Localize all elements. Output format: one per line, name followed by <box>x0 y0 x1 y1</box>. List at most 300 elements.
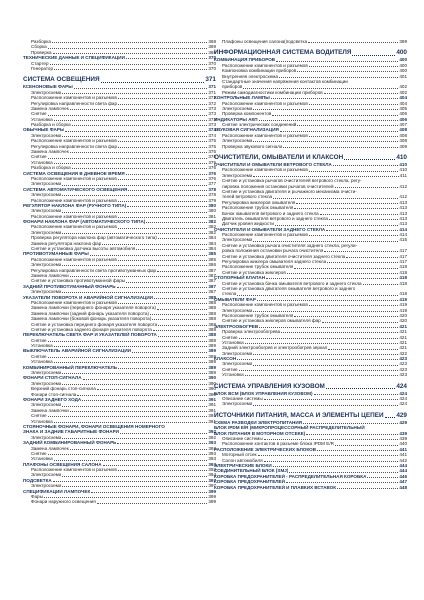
toc-page-number: 423 <box>399 361 407 367</box>
toc-dot-leader <box>127 206 207 207</box>
toc-entry-title: Расположение компонентов и разъемов <box>222 100 308 106</box>
toc-dot-leader <box>306 434 398 435</box>
toc-page-number: 370 <box>208 65 216 71</box>
toc-entry-title: ФОНАРИ ЗАДНЕГО ХОДА <box>23 397 82 402</box>
toc-entry-title: Замена лампочек <box>31 105 69 111</box>
toc-dot-leader <box>326 230 398 231</box>
toc-entry-title: ЗАДНИЙ ПРОТИВОТУМАННЫЙ ФОНАРЬ <box>23 283 116 289</box>
toc-entry-title: КОМБИНАЦИЯ ПРИБОРОВ <box>214 57 276 63</box>
toc-entry-title: Установка <box>31 456 53 462</box>
toc-entry-title: Расположение компонентов и разъемов <box>31 224 117 230</box>
toc-entry-title: Электросхема <box>31 289 62 295</box>
toc-page-number: 387 <box>208 283 216 289</box>
toc-entry-title: Стартер <box>31 60 49 66</box>
toc-page-number: 375 <box>208 154 216 160</box>
toc-dot-leader <box>62 212 207 213</box>
toc-entry-title: Проверка звукового сигнала <box>222 143 283 149</box>
toc-dot-leader <box>309 136 399 137</box>
toc-page-number: 371 <box>208 84 216 90</box>
toc-dot-leader <box>62 476 207 477</box>
toc-page-number: 385 <box>208 251 216 257</box>
toc-page-number: 384 <box>208 235 216 241</box>
toc-page-number: 393 <box>208 440 216 446</box>
toc-dot-leader <box>48 454 208 455</box>
toc-entry-title: Разборка <box>31 39 51 44</box>
toc-entry-title: Снятие и установка двигателя и рычажного механизма очисти- <box>222 188 357 194</box>
toc-entry-title: Электросхема <box>31 402 62 408</box>
toc-page-number: 372 <box>208 95 216 101</box>
toc-dot-leader <box>346 257 398 258</box>
toc-page-number: 413 <box>399 215 407 221</box>
toc-entry-title: Снятие <box>31 111 47 117</box>
toc-dot-leader <box>294 316 398 317</box>
toc-entry-title: СИСТЕМА АВТОМАТИЧЕСКОГО ОСВЕЩЕНИЯ <box>23 186 128 192</box>
toc-entry-title: СПЕЦИФИКАЦИИ ЛАМПОЧЕК <box>23 488 91 494</box>
toc-dot-leader <box>253 354 398 355</box>
toc-dot-leader <box>253 141 398 142</box>
toc-entry-title: Электросхема <box>31 89 62 95</box>
toc-entry-title: УКАЗАТЕЛИ ПОВОРОТА И АВАРИЙНОЙ СИГНАЛИЗАЦИИ <box>23 294 153 300</box>
toc-dot-leader <box>62 265 207 266</box>
toc-page-number: 442 <box>399 457 407 463</box>
toc-page-number: 404 <box>399 95 407 101</box>
toc-dot-leader <box>126 282 207 283</box>
toc-page-number: 444 <box>399 462 407 468</box>
toc-page-number: 418 <box>399 291 407 297</box>
toc-page-number: 370 <box>208 55 216 61</box>
toc-dot-leader <box>62 384 207 385</box>
toc-page-number: 387 <box>208 273 216 278</box>
toc-dot-leader <box>70 152 208 153</box>
toc-entry-title: КОНТРОЛЬНЫЕ ЛАМПЫ <box>214 95 270 101</box>
toc-dot-leader <box>289 472 398 473</box>
toc-entry-title: телей ветрового стекла <box>222 194 273 200</box>
toc-entry-title: приборов <box>222 84 243 90</box>
toc-dot-leader <box>337 488 398 489</box>
toc-dot-leader <box>102 244 207 245</box>
toc-dot-leader <box>101 82 205 83</box>
toc-entry-title: Салон автомобиля <box>222 457 263 463</box>
toc-page-number: 446 <box>399 473 407 479</box>
toc-dot-leader <box>259 327 398 328</box>
toc-dot-leader <box>118 303 208 304</box>
toc-page-number: 386 <box>208 262 216 268</box>
toc-dot-leader <box>90 255 208 256</box>
toc-page-number: 390 <box>208 391 216 397</box>
toc-dot-leader <box>117 443 207 444</box>
toc-entry-title: Расположение компонентов и разъемов <box>222 232 308 238</box>
toc-page-number: 410 <box>396 154 407 162</box>
toc-dot-leader <box>253 109 398 110</box>
toc-dot-leader <box>281 332 398 333</box>
toc-entry-title: Регулировка направленности света противотуманных фар <box>31 267 157 273</box>
toc-entry-title: ФОНАРИ СТОП-СИГНАЛА <box>23 375 82 381</box>
toc-spacer <box>214 149 407 153</box>
toc-dot-leader <box>253 405 398 406</box>
toc-entry-title: Разборка и сборка <box>31 165 71 171</box>
toc-entry-title: Установка <box>31 343 53 349</box>
toc-page <box>10 6 414 594</box>
toc-dot-leader <box>286 482 398 483</box>
toc-page-number: 418 <box>399 264 407 270</box>
toc-page-number: 423 <box>399 356 407 362</box>
toc-entry-title: Электросхема <box>222 361 253 367</box>
toc-entry-title: Фары <box>31 494 43 500</box>
toc-entry-title: Расположение компонентов и разъемов <box>222 167 308 173</box>
toc-dot-leader <box>237 359 398 360</box>
toc-page-number: 375 <box>208 143 216 149</box>
toc-entry-title: Электросхема <box>222 401 253 407</box>
toc-dot-leader <box>322 322 399 323</box>
toc-entry-title: Описание системы <box>222 436 263 441</box>
toc-entry[interactable] <box>23 499 216 504</box>
toc-entry-title: Электросхема <box>31 434 62 440</box>
toc-page-number: 387 <box>208 278 216 284</box>
toc-page-number: 388 <box>208 321 216 327</box>
toc-entry-title: Электросхема <box>31 208 62 214</box>
toc-page-number: 369 <box>208 49 216 55</box>
toc-dot-leader <box>153 330 208 331</box>
toc-entry-title: Снятие <box>31 353 47 359</box>
toc-entry-title: Плафоны освещения салона(подсветка <box>222 39 308 44</box>
toc-page-number: 380 <box>208 202 216 208</box>
toc-entry-title: Замена лампочек <box>31 149 69 155</box>
toc-page-number: 413 <box>399 205 407 211</box>
toc-dot-leader <box>352 55 395 56</box>
toc-page-number: 393 <box>208 450 216 456</box>
toc-dot-leader <box>97 503 208 504</box>
toc-dot-leader <box>118 368 207 369</box>
toc-dot-leader <box>279 77 398 78</box>
toc-entry-title: Разборка и сборка <box>31 122 71 128</box>
toc-dot-leader <box>83 379 208 380</box>
toc-entry-title: стекла <box>222 291 237 297</box>
toc-page-number: 439 <box>399 430 407 436</box>
toc-dot-leader <box>146 222 207 223</box>
toc-page-number: 423 <box>399 366 407 372</box>
toc-page-number: 424 <box>396 382 407 390</box>
toc-dot-leader <box>65 131 207 132</box>
toc-entry-title: Снятие <box>222 334 238 340</box>
toc-entry-title: СТОПОРНЫЙ КЛАПАН <box>214 275 266 281</box>
toc-entry-title: ОЧИСТИТЕЛИ, ОМЫВАТЕЛИ И КЛАКСОН <box>214 154 344 162</box>
toc-dot-leader <box>118 228 208 229</box>
toc-entry-title: Регулировка жиклера омывателя заднего стекла <box>222 259 327 265</box>
toc-page-number: 397 <box>208 483 216 489</box>
toc-page-number: 410 <box>399 162 407 168</box>
toc-dot-leader <box>303 423 398 424</box>
toc-entry-title: Задний электрообогрев и электрообогрев зеркал <box>222 345 328 351</box>
toc-page-number: 448 <box>399 484 407 490</box>
toc-page-number: 388 <box>208 337 216 343</box>
toc-dot-leader <box>48 416 208 417</box>
toc-entry-title: Датчик уровня жидкости <box>222 221 274 227</box>
toc-page-number: 389 <box>208 353 216 359</box>
toc-page-number: 378 <box>208 186 216 192</box>
toc-entry-title: Электросхема <box>31 483 62 489</box>
toc-dot-leader <box>118 147 207 148</box>
toc-page-number: 374 <box>208 132 216 138</box>
toc-dot-leader <box>54 422 208 423</box>
toc-dot-leader <box>54 69 207 70</box>
toc-dot-leader <box>297 125 398 126</box>
toc-page-number: 393 <box>208 461 216 467</box>
toc-entry-title: Регулировка направленности света фар <box>31 143 118 149</box>
toc-page-number: 441 <box>399 446 407 452</box>
toc-page-number: 390 <box>208 380 216 386</box>
toc-entry-title: Замена лампочки (задний фонарь указателя поворота) <box>31 310 149 316</box>
toc-page-number: 378 <box>208 192 216 198</box>
toc-page-number: 404 <box>399 100 407 106</box>
toc-entry-title: ИНДИКАТОРЫ АКП <box>214 116 258 122</box>
toc-entry-title: Замена лампочки <box>31 273 69 278</box>
toc-entry-title: Установка <box>31 418 53 424</box>
toc-dot-leader <box>72 125 208 126</box>
toc-dot-leader <box>335 445 398 446</box>
toc-entry-title: Регулировка направленности света фар <box>31 100 118 106</box>
toc-entry-title: Стандартные значения напряжения контактов комбинации <box>222 78 348 84</box>
toc-dot-leader <box>264 439 399 440</box>
toc-entry-title: Двигатель омывателя ветрового и заднего стекла <box>222 215 328 221</box>
toc-page-number: 421 <box>399 339 407 345</box>
toc-dot-leader <box>324 251 398 252</box>
toc-entry-title: ОЧИСТИТЕЛИ И ОМЫВАТЕЛИ ВЕТРОВОГО СТЕКЛА <box>214 162 332 168</box>
toc-page-number: 410 <box>399 167 407 173</box>
toc-page-number: 390 <box>208 375 216 381</box>
toc-entry-title: ОЧИСТИТЕЛИ И ОМЫВАТЕЛИ ЗАДНЕГО СТЕКЛА <box>214 226 326 232</box>
toc-page-number: 392 <box>208 434 216 440</box>
toc-entry-title: Электросхема <box>222 138 253 144</box>
toc-page-number: 405 <box>399 105 407 111</box>
toc-entry-title: КСЕНОНОВЫЕ ФАРЫ <box>23 84 73 90</box>
toc-chapter-heading[interactable] <box>214 412 407 420</box>
toc-entry-title: Установка <box>222 372 244 378</box>
toc-entry-title: Снятие и установка рычага очистителя заднего стекла, регули- <box>222 242 358 248</box>
toc-entry-title: Снятие и установка переднего фонаря указателя поворота <box>31 321 158 327</box>
toc-page-number: 447 <box>399 479 407 485</box>
toc-dot-leader <box>48 341 208 342</box>
toc-entry-title: Электросхема <box>31 132 62 138</box>
toc-chapter-heading[interactable] <box>23 76 216 84</box>
toc-entry-title: СИСТЕМА УПРАВЛЕНИЯ КУЗОВОМ <box>214 382 325 390</box>
toc-entry-title: Замена лампочки <box>31 407 69 413</box>
toc-dot-leader <box>48 115 208 116</box>
toc-entry-title: Фонари наружного освещения <box>31 499 96 505</box>
toc-page-number: 388 <box>208 310 216 316</box>
toc-dot-leader <box>62 136 207 137</box>
toc-entry-title: Замена лампочки (боковой фонарь указателя поворота) <box>31 316 152 322</box>
toc-page-number: 376 <box>208 175 216 181</box>
toc-dot-leader <box>158 325 207 326</box>
toc-page-number: 407 <box>399 122 407 128</box>
toc-entry-title: ПЕРЕКЛЮЧАТЕЛЬ СВЕТА ФАР И УКАЗАТЕЛЕЙ ПОВОРОТА <box>23 332 157 338</box>
toc-page-number: 409 <box>399 143 407 149</box>
toc-page-number: 391 <box>208 402 216 408</box>
toc-page-number: 441 <box>399 452 407 458</box>
toc-page-number: 389 <box>208 370 216 376</box>
toc-page-number: 420 <box>399 312 407 318</box>
toc-entry-title: Расположение трубок омывателя <box>222 264 294 270</box>
toc-page-number: 373 <box>208 105 216 111</box>
toc-dot-leader <box>158 238 208 239</box>
toc-dot-leader <box>309 305 399 306</box>
toc-entry-title: Расположение компонентов и разъемов <box>31 467 117 473</box>
toc-page-number: 417 <box>399 253 407 259</box>
toc-entry-title: КЛАКСОН <box>214 356 237 362</box>
toc-dot-leader <box>271 98 399 99</box>
toc-page-number: 373 <box>208 122 216 128</box>
toc-dot-leader <box>72 168 208 169</box>
toc-entry-title: Расположение трубок омывателя <box>222 205 294 211</box>
toc-page-number: 397 <box>208 477 216 483</box>
toc-dot-leader <box>327 262 398 263</box>
toc-page-number: 421 <box>399 345 407 351</box>
toc-entry-title: Моторный отсек <box>222 452 257 458</box>
toc-entry-title: ВЫКЛЮЧАТЕЛЬ АВАРИЙНОЙ СИГНАЛИЗАЦИИ <box>23 348 131 354</box>
toc-entry-title: Снятие и установка двигателя омывателя ветрового и заднего <box>222 286 356 291</box>
toc-dot-leader <box>266 278 398 279</box>
toc-page-number: 389 <box>208 348 216 354</box>
toc-dot-leader <box>62 185 207 186</box>
toc-page-number: 418 <box>399 275 407 281</box>
toc-entry-title: Расположение компонентов и разъемов <box>31 175 117 181</box>
toc-dot-leader <box>243 88 398 89</box>
toc-entry-title: Верхний фонарь стоп-сигнала <box>31 386 96 392</box>
toc-page-number: 370 <box>208 60 216 66</box>
toc-entry-title: Расположение компонентов и разъемов <box>31 138 117 144</box>
toc-entry-title: БЛОК IPDM E/R (МИКРОПРОЦЕССОРНЫЙ РАСПРЕДЕЛИТЕЛЬНЫЙ <box>214 425 365 431</box>
toc-entry-title: Установка <box>222 339 244 345</box>
toc-entry-title: Расположение компонентов и разъемов <box>31 95 117 101</box>
toc-page-number: 391 <box>208 407 216 413</box>
toc-entry-title: Сборка <box>31 44 47 50</box>
toc-dot-leader <box>157 309 207 310</box>
toc-dot-leader <box>309 66 399 67</box>
toc-page-number: 371 <box>208 89 216 95</box>
toc-chapter-heading[interactable] <box>214 154 407 162</box>
toc-page-number: 381 <box>208 213 216 219</box>
toc-entry-title: Расположение компонентов и разъемов <box>31 256 117 262</box>
toc-page-number: 406 <box>399 111 407 117</box>
toc-entry-title: Электросхема <box>31 229 62 235</box>
toc-entry-title: СИСТЕМА ОСВЕЩЕНИЯ В ДНЕВНОЕ ВРЕМЯ <box>23 170 125 176</box>
toc-section-entry[interactable] <box>214 485 407 490</box>
toc-page-number: 400 <box>396 49 407 57</box>
toc-entry-title: Проверка <box>31 49 52 55</box>
toc-dot-leader <box>297 71 398 72</box>
toc-dot-leader <box>52 42 207 43</box>
toc-page-number: 400 <box>399 62 407 68</box>
toc-page-number: 408 <box>399 138 407 144</box>
toc-entry-title: Проверка регулятора наклона фар (автоматического типа) <box>31 235 157 241</box>
toc-entry-title: ЗАДНИЙ КОМБИНИРОВАННЫЙ ФОНАРЬ <box>23 440 117 446</box>
toc-entry-title: СОЕДИНИТЕЛЬНЫЙ БЛОК (SMJ) <box>214 468 289 474</box>
toc-entry-title: Расположение трубок омывателя <box>222 312 294 318</box>
toc-dot-leader <box>62 438 207 439</box>
toc-page-number: 388 <box>208 299 216 305</box>
toc-page-number: 421 <box>399 329 407 335</box>
toc-page-number: 391 <box>208 413 216 419</box>
toc-dot-leader <box>48 158 208 159</box>
toc-dot-leader <box>62 195 207 196</box>
toc-entry-title: ИНФОРМАЦИОННАЯ СИСТЕМА ВОДИТЕЛЯ <box>214 49 352 57</box>
toc-dot-leader <box>275 225 398 226</box>
toc-page-number: 417 <box>399 248 407 254</box>
toc-dot-leader <box>70 276 208 277</box>
toc-dot-leader <box>54 346 208 347</box>
toc-dot-leader <box>272 115 398 116</box>
toc-dot-leader <box>344 159 395 160</box>
toc-entry-title: ОМЫВАТЕЛИ ФАР <box>214 296 256 302</box>
toc-entry-title: Снятие электрических соединений <box>222 122 297 128</box>
toc-spacer <box>214 378 407 382</box>
toc-dot-leader <box>264 399 399 400</box>
toc-page-number: 413 <box>399 199 407 205</box>
toc-entry-title: Бачок омывателя ветрового и заднего стекла <box>222 210 319 216</box>
toc-entry-title: Электросхема <box>31 262 62 268</box>
toc-dot-leader <box>118 141 208 142</box>
toc-page-number: 387 <box>208 267 216 273</box>
toc-dot-leader <box>152 319 207 320</box>
toc-entry-title: Снятие <box>222 366 238 372</box>
toc-page-number: 382 <box>208 219 216 225</box>
toc-page-number: 402 <box>399 89 407 95</box>
toc-entry-title: Снятие и установка заднего фонаря указателя поворота <box>31 326 152 332</box>
toc-dot-leader <box>97 389 208 390</box>
toc-page-number: 393 <box>208 456 216 462</box>
toc-page-number: 399 <box>208 488 216 494</box>
toc-entry-title: ровка положения остановки рычага очистителя <box>222 248 324 254</box>
toc-dot-leader <box>317 450 398 451</box>
toc-page-number: 400 <box>399 57 407 63</box>
toc-entry-title: БЛОК BCM (БЛОК УПРАВЛЕНИЯ КУЗОВОМ) <box>214 390 313 396</box>
toc-spacer <box>23 71 216 75</box>
toc-dot-leader <box>62 406 207 407</box>
toc-page-number: 373 <box>208 116 216 122</box>
toc-dot-leader <box>309 104 399 105</box>
toc-page-number: 389 <box>208 343 216 349</box>
toc-page-number: 411 <box>399 172 407 178</box>
toc-page-number: 418 <box>399 280 407 286</box>
toc-entry-title: Внутренняя электросхема <box>222 73 278 79</box>
toc-page-number: 388 <box>208 326 216 332</box>
toc-entry-title: Расположение компонентов и разъемов <box>31 213 117 219</box>
toc-entry-title: Регулировка жиклеров омывателя <box>222 199 296 205</box>
toc-chapter-heading[interactable] <box>214 49 407 57</box>
toc-entry-title: ОБЫЧНЫЕ ФАРЫ <box>23 127 65 133</box>
toc-entry-title: ЭЛЕКТРООБОГРЕВ <box>214 323 259 329</box>
toc-chapter-heading[interactable] <box>214 383 407 391</box>
toc-dot-leader <box>326 388 395 389</box>
toc-entry-title: Снятие и установка датчика высоты автомобиля <box>31 246 136 252</box>
toc-dot-leader <box>91 492 207 493</box>
toc-page-number: 444 <box>399 468 407 474</box>
toc-page-number: 392 <box>208 429 216 435</box>
toc-dot-leader <box>294 208 398 209</box>
toc-entry-title: СИСТЕМА ОСВЕЩЕНИЯ <box>23 76 100 84</box>
toc-dot-leader <box>62 292 207 293</box>
toc-entry-title: ФОНАРИ НАКЛОНА ФАР (АВТОМАТИЧЕСКОГО ТИПА) <box>23 219 146 225</box>
toc-page-number: 388 <box>208 305 216 311</box>
toc-entry-title: Снятие и установка рычагов очистителей ветрового стекла, регу- <box>222 178 362 184</box>
toc-page-number: 419 <box>399 302 407 308</box>
toc-entry-title: Электросхема <box>31 472 62 478</box>
toc-dot-leader <box>150 314 207 315</box>
toc-dot-leader <box>77 395 207 396</box>
toc-entry-title: Электросхема <box>222 237 253 243</box>
toc-page-number: 372 <box>208 100 216 106</box>
toc-page-number: 384 <box>208 240 216 246</box>
